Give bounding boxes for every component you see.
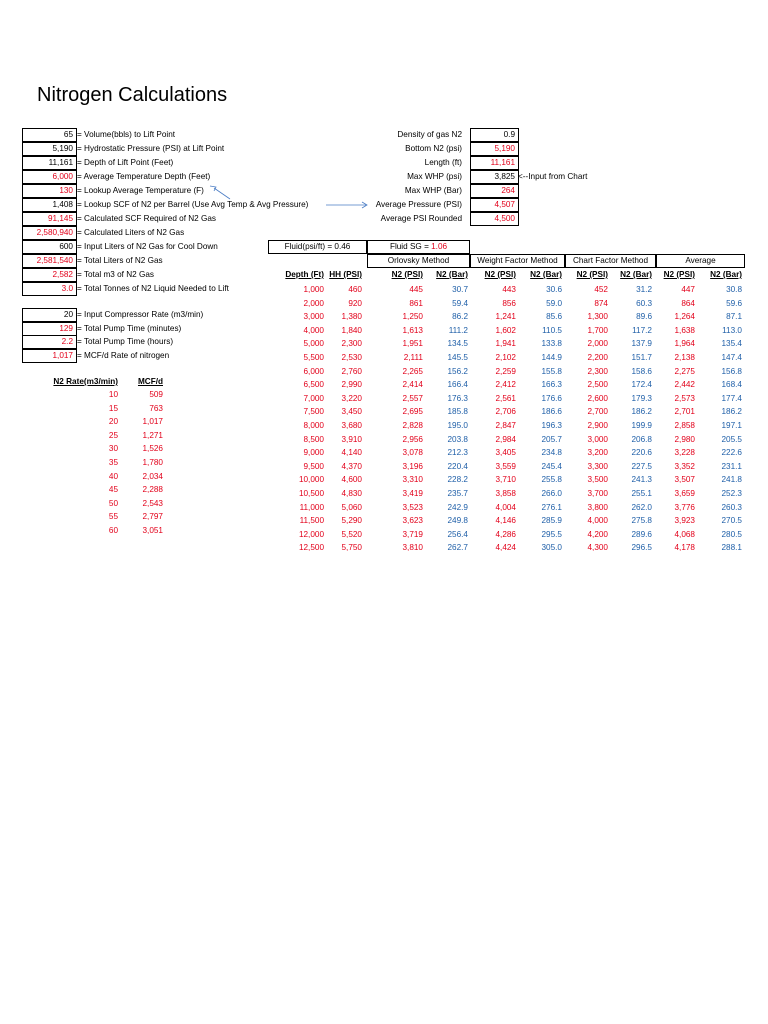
table-cell: 60.3 bbox=[636, 298, 652, 308]
table-cell: 156.2 bbox=[447, 366, 468, 376]
table-cell: 113.0 bbox=[722, 325, 742, 335]
table-cell: 117.2 bbox=[632, 325, 652, 335]
table-cell: 3,450 bbox=[341, 407, 362, 417]
table-cell: 145.5 bbox=[447, 353, 468, 362]
table-cell: 177.4 bbox=[721, 393, 742, 403]
table-cell: 134.5 bbox=[447, 339, 468, 349]
table-cell: 1,380 bbox=[341, 312, 362, 322]
table-cell: 59.0 bbox=[546, 298, 562, 308]
mcf-cell: 1,780 bbox=[142, 458, 163, 467]
table-cell: 10,500 bbox=[298, 489, 324, 498]
table-cell: 137.9 bbox=[631, 339, 652, 349]
table-cell: 4,140 bbox=[341, 448, 362, 458]
table-cell: 30.8 bbox=[726, 285, 742, 294]
table-cell: 1,951 bbox=[402, 339, 423, 349]
table-cell: 7,500 bbox=[303, 407, 324, 417]
table-cell: 920 bbox=[348, 298, 362, 308]
table-cell: 3,659 bbox=[674, 489, 695, 498]
table-cell: 255.8 bbox=[541, 475, 562, 485]
table-cell: 864 bbox=[681, 298, 695, 308]
table-cell: 2,300 bbox=[341, 339, 362, 349]
table-cell: 12,000 bbox=[298, 529, 324, 539]
table-cell: 155.8 bbox=[541, 366, 562, 376]
table-cell: 3,078 bbox=[402, 448, 423, 458]
table-cell: 4,600 bbox=[341, 475, 362, 485]
input-value-box: 600 bbox=[22, 240, 77, 254]
table-cell: 2,828 bbox=[402, 421, 423, 430]
column-header: N2 (Bar) bbox=[710, 270, 742, 279]
input-label: = Input Liters of N2 Gas for Cool Down bbox=[77, 242, 218, 251]
table-cell: 6,000 bbox=[303, 366, 324, 376]
table-cell: 1,241 bbox=[495, 312, 516, 322]
gas-input-label: Bottom N2 (psi) bbox=[405, 144, 462, 153]
input-label: = Hydrostatic Pressure (PSI) at Lift Point bbox=[77, 144, 225, 153]
table-cell: 205.5 bbox=[721, 434, 742, 444]
table-cell: 447 bbox=[681, 285, 695, 294]
column-header: N2 (Bar) bbox=[620, 270, 652, 279]
page-title: Nitrogen Calculations bbox=[37, 84, 228, 106]
table-cell: 87.1 bbox=[726, 312, 742, 322]
table-cell: 196.3 bbox=[541, 421, 562, 430]
table-cell: 2,111 bbox=[403, 353, 423, 362]
mcf-cell: 3,051 bbox=[142, 526, 163, 535]
table-cell: 2,259 bbox=[495, 366, 516, 376]
table-cell: 1,638 bbox=[674, 325, 695, 335]
table-cell: 158.6 bbox=[631, 366, 652, 376]
table-cell: 3,228 bbox=[674, 448, 695, 458]
table-cell: 2,760 bbox=[341, 366, 362, 376]
table-cell: 252.3 bbox=[721, 489, 742, 498]
table-cell: 2,573 bbox=[674, 393, 695, 403]
table-cell: 4,830 bbox=[341, 489, 362, 498]
table-cell: 166.3 bbox=[541, 380, 562, 390]
table-cell: 9,500 bbox=[303, 461, 324, 471]
input-value-box: 11,161 bbox=[22, 156, 77, 170]
mcf-cell: 509 bbox=[149, 390, 163, 399]
input-value-box: 130 bbox=[22, 184, 77, 198]
table-cell: 4,000 bbox=[587, 516, 608, 526]
input-label: = Depth of Lift Point (Feet) bbox=[77, 158, 174, 167]
table-cell: 4,370 bbox=[341, 461, 362, 471]
table-cell: 2,561 bbox=[495, 393, 516, 403]
table-cell: 4,300 bbox=[587, 543, 608, 553]
table-cell: 234.8 bbox=[541, 448, 562, 458]
table-cell: 135.4 bbox=[721, 339, 742, 349]
input-label: = Volume(bbls) to Lift Point bbox=[77, 130, 176, 139]
table-cell: 4,068 bbox=[674, 529, 695, 539]
table-cell: 2,200 bbox=[587, 353, 608, 362]
table-cell: 2,102 bbox=[495, 353, 516, 362]
method-header: Weight Factor Method bbox=[470, 254, 565, 268]
table-cell: 3,559 bbox=[495, 461, 516, 471]
table-cell: 3,923 bbox=[674, 516, 695, 526]
table-cell: 186.2 bbox=[721, 407, 742, 417]
table-cell: 3,196 bbox=[402, 461, 423, 471]
gas-input-label: Average PSI Rounded bbox=[380, 214, 462, 223]
table-cell: 30.6 bbox=[546, 285, 562, 294]
table-cell: 2,980 bbox=[674, 434, 695, 444]
table-cell: 2,695 bbox=[402, 407, 423, 417]
rate-cell: 15 bbox=[108, 403, 118, 413]
fluid-sg-box bbox=[367, 240, 470, 254]
table-cell: 3,220 bbox=[341, 393, 362, 403]
table-cell: 3,310 bbox=[402, 475, 423, 485]
table-cell: 2,858 bbox=[674, 421, 695, 430]
rate-cell: 20 bbox=[108, 417, 118, 427]
method-header: Chart Factor Method bbox=[565, 254, 656, 268]
table-cell: 3,352 bbox=[674, 461, 695, 471]
table-cell: 1,613 bbox=[402, 325, 423, 335]
input-value-box: 91,145 bbox=[22, 212, 77, 226]
table-cell: 5,520 bbox=[341, 529, 362, 539]
table-cell: 2,600 bbox=[587, 393, 608, 403]
fluid-psi-label: Fluid(psi/ft) = 0.46 bbox=[284, 242, 351, 251]
table-cell: 256.4 bbox=[447, 529, 468, 539]
table-cell: 2,900 bbox=[587, 421, 608, 430]
table-cell: 3,500 bbox=[587, 475, 608, 485]
table-cell: 1,700 bbox=[587, 325, 608, 335]
table-cell: 231.1 bbox=[721, 461, 742, 471]
table-cell: 305.0 bbox=[541, 543, 562, 553]
fluid-sg-value: 1.06 bbox=[431, 242, 448, 251]
gas-input-box: 3,825 bbox=[470, 170, 519, 184]
method-header: Average bbox=[656, 254, 745, 268]
table-cell: 89.6 bbox=[636, 312, 652, 322]
table-cell: 275.8 bbox=[631, 516, 652, 526]
column-header: N2 (PSI) bbox=[576, 270, 608, 279]
table-cell: 2,984 bbox=[495, 434, 516, 444]
table-cell: 144.9 bbox=[541, 353, 562, 362]
table-cell: 3,405 bbox=[495, 448, 516, 458]
input-value-box: 6,000 bbox=[22, 170, 77, 184]
table-cell: 186.6 bbox=[541, 407, 562, 417]
column-header: N2 (PSI) bbox=[484, 270, 516, 279]
table-cell: 2,412 bbox=[495, 380, 516, 390]
table-cell: 3,000 bbox=[587, 434, 608, 444]
table-cell: 276.1 bbox=[541, 502, 562, 512]
gas-input-box: 4,500 bbox=[470, 212, 519, 226]
table-cell: 227.5 bbox=[631, 461, 652, 471]
rate-header: MCF/d bbox=[137, 377, 163, 386]
table-cell: 1,840 bbox=[341, 325, 362, 335]
table-cell: 1,964 bbox=[674, 339, 695, 349]
table-cell: 228.2 bbox=[447, 475, 468, 485]
gas-input-label: Max WHP (psi) bbox=[407, 172, 462, 181]
table-cell: 111.2 bbox=[448, 325, 468, 335]
table-cell: 11,000 bbox=[299, 502, 324, 512]
table-cell: 2,138 bbox=[674, 353, 695, 362]
table-cell: 3,810 bbox=[402, 543, 423, 553]
table-cell: 4,424 bbox=[495, 543, 516, 553]
table-cell: 5,750 bbox=[341, 543, 362, 553]
fluid-sg-label: Fluid SG = bbox=[389, 242, 432, 251]
table-cell: 285.9 bbox=[541, 516, 562, 526]
pump-label: = Total Pump Time (hours) bbox=[77, 337, 174, 346]
table-cell: 30.7 bbox=[452, 285, 468, 294]
mcf-cell: 2,543 bbox=[142, 498, 163, 508]
table-cell: 147.4 bbox=[721, 353, 742, 362]
table-cell: 179.3 bbox=[631, 393, 652, 403]
input-label: = Calculated Liters of N2 Gas bbox=[77, 228, 185, 237]
table-cell: 2,300 bbox=[587, 366, 608, 376]
table-cell: 199.9 bbox=[631, 421, 652, 430]
table-cell: 151.7 bbox=[631, 353, 652, 362]
table-cell: 249.8 bbox=[447, 516, 468, 526]
table-cell: 241.3 bbox=[631, 475, 652, 485]
table-cell: 59.4 bbox=[452, 298, 468, 308]
table-cell: 7,000 bbox=[303, 393, 324, 403]
input-value-box: 1,408 bbox=[22, 198, 77, 212]
table-cell: 2,500 bbox=[587, 380, 608, 390]
table-cell: 220.4 bbox=[447, 461, 468, 471]
pump-label: = Input Compressor Rate (m3/min) bbox=[77, 310, 204, 319]
table-cell: 185.8 bbox=[447, 407, 468, 417]
table-cell: 2,847 bbox=[495, 421, 516, 430]
column-header: N2 (Bar) bbox=[436, 270, 468, 279]
table-cell: 3,623 bbox=[402, 516, 423, 526]
pump-value-box: 2.2 bbox=[22, 335, 77, 349]
rate-cell: 40 bbox=[108, 471, 118, 481]
pump-value-box: 1,017 bbox=[22, 349, 77, 363]
table-cell: 2,530 bbox=[341, 353, 362, 362]
gas-input-label: Length (ft) bbox=[424, 158, 462, 167]
table-cell: 203.8 bbox=[447, 434, 468, 444]
table-cell: 452 bbox=[594, 285, 608, 294]
table-cell: 4,200 bbox=[587, 529, 608, 539]
table-cell: 295.5 bbox=[541, 529, 562, 539]
table-cell: 3,700 bbox=[587, 489, 608, 498]
table-cell: 176.3 bbox=[447, 393, 468, 403]
table-cell: 86.2 bbox=[452, 312, 468, 322]
table-cell: 245.4 bbox=[541, 461, 562, 471]
table-cell: 9,000 bbox=[303, 448, 324, 458]
table-cell: 195.0 bbox=[447, 421, 468, 430]
input-label: = Total Tonnes of N2 Liquid Needed to Lift bbox=[77, 284, 229, 293]
table-cell: 176.6 bbox=[541, 393, 562, 403]
table-cell: 3,200 bbox=[587, 448, 608, 458]
gas-input-box: 264 bbox=[470, 184, 519, 198]
rate-cell: 55 bbox=[108, 512, 118, 522]
table-cell: 205.7 bbox=[541, 434, 562, 444]
gas-input-box: 4,507 bbox=[470, 198, 519, 212]
table-cell: 874 bbox=[594, 298, 608, 308]
column-header: Depth (Ft) bbox=[285, 270, 324, 279]
table-cell: 1,000 bbox=[303, 285, 324, 294]
column-header: N2 (PSI) bbox=[663, 270, 695, 279]
table-cell: 2,265 bbox=[402, 366, 423, 376]
table-cell: 3,910 bbox=[341, 434, 362, 444]
table-cell: 260.3 bbox=[721, 502, 742, 512]
table-cell: 11,500 bbox=[299, 516, 324, 526]
table-cell: 172.4 bbox=[631, 380, 652, 390]
table-cell: 3,719 bbox=[402, 529, 423, 539]
column-header: N2 (PSI) bbox=[391, 270, 423, 279]
pump-label: = Total Pump Time (minutes) bbox=[77, 323, 182, 333]
mcf-cell: 1,526 bbox=[142, 444, 163, 454]
table-cell: 85.6 bbox=[546, 312, 562, 322]
fluid-psi-box bbox=[268, 240, 367, 254]
rate-cell: 60 bbox=[108, 526, 118, 535]
rate-cell: 30 bbox=[108, 444, 118, 454]
column-header: HH (PSI) bbox=[329, 270, 362, 279]
input-label: = Calculated SCF Required of N2 Gas bbox=[77, 214, 217, 223]
table-cell: 2,956 bbox=[402, 434, 423, 444]
table-cell: 2,414 bbox=[402, 380, 423, 390]
column-header: N2 (Bar) bbox=[530, 270, 562, 279]
mcf-cell: 2,034 bbox=[142, 471, 163, 481]
table-cell: 12,500 bbox=[298, 543, 324, 553]
table-cell: 4,146 bbox=[495, 516, 516, 526]
table-cell: 168.4 bbox=[721, 380, 742, 390]
table-cell: 4,004 bbox=[495, 502, 516, 512]
table-cell: 255.1 bbox=[631, 489, 652, 498]
table-cell: 445 bbox=[409, 285, 423, 294]
table-cell: 2,442 bbox=[674, 380, 695, 390]
table-cell: 166.4 bbox=[447, 380, 468, 390]
table-cell: 206.8 bbox=[631, 434, 652, 444]
input-value-box: 2,580,940 bbox=[22, 226, 77, 240]
input-label: = Total Liters of N2 Gas bbox=[77, 256, 163, 265]
rate-cell: 35 bbox=[108, 458, 118, 467]
table-cell: 3,858 bbox=[495, 489, 516, 498]
pump-value-box: 20 bbox=[22, 308, 77, 322]
input-value-box: 3.0 bbox=[22, 282, 77, 296]
table-cell: 5,060 bbox=[341, 502, 362, 512]
mcf-cell: 763 bbox=[149, 403, 163, 413]
table-cell: 241.8 bbox=[721, 475, 742, 485]
input-value-box: 2,581,540 bbox=[22, 254, 77, 268]
table-cell: 133.8 bbox=[541, 339, 562, 349]
mcf-cell: 2,288 bbox=[142, 485, 163, 495]
rate-cell: 25 bbox=[108, 430, 118, 440]
table-cell: 1,250 bbox=[402, 312, 423, 322]
table-cell: 3,000 bbox=[303, 312, 324, 322]
table-cell: 4,000 bbox=[303, 325, 324, 335]
table-cell: 262.7 bbox=[447, 543, 468, 553]
table-cell: 3,507 bbox=[674, 475, 695, 485]
table-cell: 3,800 bbox=[587, 502, 608, 512]
table-cell: 6,500 bbox=[303, 380, 324, 390]
gas-input-label: Density of gas N2 bbox=[397, 130, 462, 139]
table-cell: 4,178 bbox=[674, 543, 695, 553]
table-cell: 2,275 bbox=[674, 366, 695, 376]
table-cell: 443 bbox=[502, 285, 516, 294]
table-cell: 2,701 bbox=[674, 407, 695, 417]
table-cell: 4,286 bbox=[495, 529, 516, 539]
gas-input-box: 0.9 bbox=[470, 128, 519, 142]
table-cell: 110.5 bbox=[542, 325, 562, 335]
chart-input-note: <--Input from Chart bbox=[518, 172, 588, 181]
table-cell: 296.5 bbox=[631, 543, 652, 553]
pump-value-box: 129 bbox=[22, 322, 77, 336]
table-cell: 1,602 bbox=[495, 325, 516, 335]
table-cell: 266.0 bbox=[541, 489, 562, 498]
rate-cell: 10 bbox=[108, 390, 118, 399]
table-cell: 280.5 bbox=[721, 529, 742, 539]
table-cell: 270.5 bbox=[721, 516, 742, 526]
table-cell: 212.3 bbox=[447, 448, 468, 458]
table-cell: 1,300 bbox=[587, 312, 608, 322]
method-header: Orlovsky Method bbox=[367, 254, 470, 268]
table-cell: 220.6 bbox=[631, 448, 652, 458]
table-cell: 2,000 bbox=[587, 339, 608, 349]
table-cell: 861 bbox=[409, 298, 423, 308]
table-cell: 2,706 bbox=[495, 407, 516, 417]
table-cell: 3,710 bbox=[495, 475, 516, 485]
table-cell: 460 bbox=[348, 285, 362, 294]
table-cell: 222.6 bbox=[721, 448, 742, 458]
table-cell: 186.2 bbox=[631, 407, 652, 417]
gas-input-label: Max WHP (Bar) bbox=[404, 186, 462, 195]
input-value-box: 65 bbox=[22, 128, 77, 142]
input-label: = Lookup SCF of N2 per Barrel (Use Avg Temp & Avg Pressure) bbox=[77, 200, 309, 209]
input-label: = Lookup Average Temperature (F) bbox=[77, 186, 204, 195]
input-label: = Average Temperature Depth (Feet) bbox=[77, 172, 211, 181]
table-cell: 3,776 bbox=[674, 502, 695, 512]
table-cell: 197.1 bbox=[721, 421, 742, 430]
table-cell: 5,000 bbox=[303, 339, 324, 349]
gas-input-box: 11,161 bbox=[470, 156, 519, 170]
rate-cell: 50 bbox=[108, 498, 118, 508]
table-cell: 10,000 bbox=[298, 475, 324, 485]
rate-cell: 45 bbox=[108, 485, 118, 495]
table-cell: 3,680 bbox=[341, 421, 362, 430]
table-cell: 2,990 bbox=[341, 380, 362, 390]
input-label: = Total m3 of N2 Gas bbox=[77, 270, 154, 279]
gas-input-box: 5,190 bbox=[470, 142, 519, 156]
table-cell: 262.0 bbox=[631, 502, 652, 512]
table-cell: 242.9 bbox=[447, 502, 468, 512]
table-cell: 3,419 bbox=[402, 489, 423, 498]
mcf-cell: 1,271 bbox=[142, 430, 163, 440]
table-cell: 31.2 bbox=[636, 285, 652, 294]
table-cell: 289.6 bbox=[631, 529, 652, 539]
input-value-box: 5,190 bbox=[22, 142, 77, 156]
table-cell: 2,700 bbox=[587, 407, 608, 417]
gas-input-label: Average Pressure (PSI) bbox=[375, 200, 462, 209]
table-cell: 2,557 bbox=[402, 393, 423, 403]
mcf-cell: 2,797 bbox=[142, 512, 163, 522]
table-cell: 156.8 bbox=[721, 366, 742, 376]
table-cell: 2,000 bbox=[303, 298, 324, 308]
table-cell: 59.6 bbox=[726, 298, 742, 308]
table-cell: 235.7 bbox=[447, 489, 468, 498]
pump-label: = MCF/d Rate of nitrogen bbox=[77, 350, 170, 360]
table-cell: 1,941 bbox=[495, 339, 516, 349]
table-cell: 5,290 bbox=[341, 516, 362, 526]
table-cell: 8,500 bbox=[303, 434, 324, 444]
table-cell: 5,500 bbox=[303, 353, 324, 362]
mcf-cell: 1,017 bbox=[142, 417, 163, 427]
table-cell: 856 bbox=[502, 298, 516, 308]
arrow-connector bbox=[200, 185, 380, 215]
input-value-box: 2,582 bbox=[22, 268, 77, 282]
rate-header: N2 Rate(m3/min) bbox=[53, 377, 118, 386]
table-cell: 3,300 bbox=[587, 461, 608, 471]
table-cell: 1,264 bbox=[674, 312, 695, 322]
table-cell: 8,000 bbox=[303, 421, 324, 430]
table-cell: 288.1 bbox=[721, 543, 742, 553]
table-cell: 3,523 bbox=[402, 502, 423, 512]
